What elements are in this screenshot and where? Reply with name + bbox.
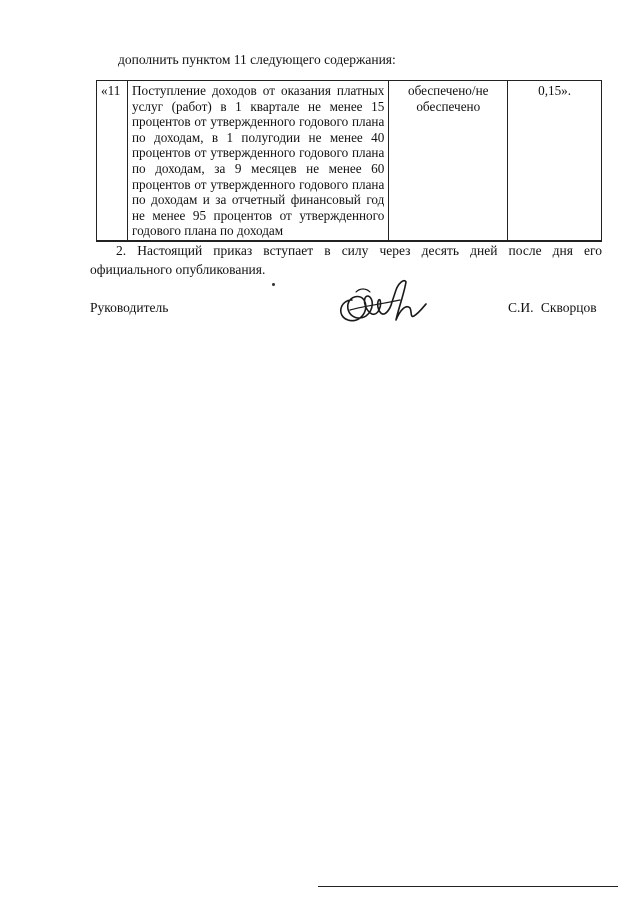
scan-dot	[272, 283, 275, 286]
amendment-table	[96, 80, 602, 242]
footer-rule	[318, 886, 618, 887]
item-number: «11	[97, 81, 128, 241]
signer-name: С.И. Скворцов	[508, 300, 597, 315]
item-check: обеспечено/не обеспечено	[389, 81, 508, 241]
handwritten-signature	[330, 270, 430, 332]
item-description: Поступление доходов от оказания платных услуг (работ) в 1 квартале не менее 15 процентов от утвержденного годового плана по доходам, в 1 полугодии не менее 40 процентов от утвержденного годового плана по доходам, за 9 месяцев не менее 60 процентов от утвержденного годового плана по доходам и за отчетный финансовый год не менее 95 процентов от утвержденного годового плана по доходам	[127, 81, 388, 241]
table-row	[97, 81, 602, 241]
paragraph-2: 2. Настоящий приказ вступает в силу через десять дней после дня его официального опубликования.	[90, 243, 602, 277]
intro-text: дополнить пунктом 11 следующего содержания:	[118, 52, 396, 67]
item-value: 0,15».	[508, 81, 602, 241]
signer-title: Руководитель	[90, 300, 169, 315]
